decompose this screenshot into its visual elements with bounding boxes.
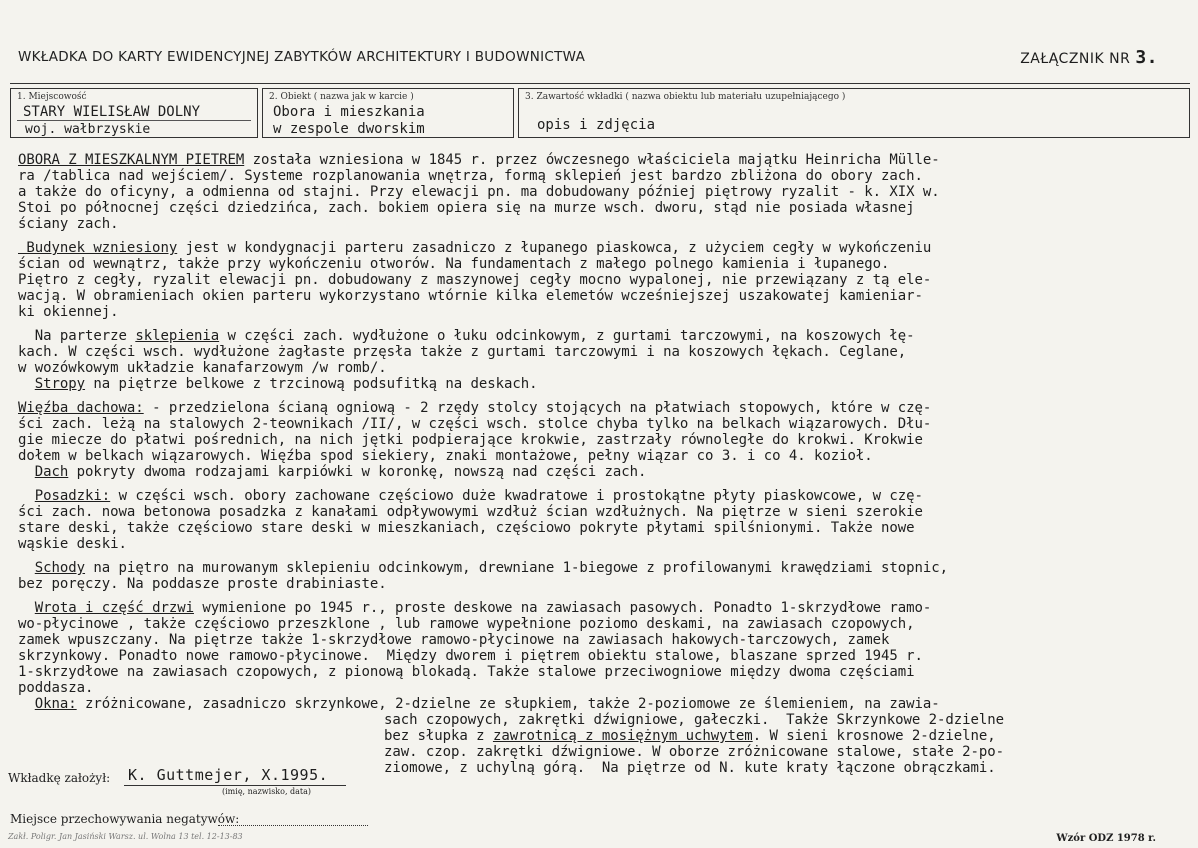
text-line: zaw. czop. zakrętki dźwigniowe. W oborze zróżnicowane stalowe, stałe 2-po-: [384, 744, 1005, 760]
text-span: w części wsch. obory zachowane częściowo duże kwadratowe i prostokątne płyty piaskowcowe, w czę-: [110, 488, 923, 504]
text-line: bez poręczy. Na poddasze proste drabiniaste.: [18, 576, 387, 592]
heading-budynek: Budynek wzniesiony: [18, 240, 178, 256]
text-line: [18, 560, 1183, 576]
text-line: Piętro z cegły, ryzalit elewacji pn. dobudowany z maszynowej cegły mocno wypalonej, nie przewiązany z tą ele-: [18, 272, 932, 288]
text-span: w części zach. wydłużone o łuku odcinkowym, z gurtami tarczowymi, na koszowych łę-: [219, 328, 915, 344]
field-value-line2: woj. wałbrzyskie: [25, 122, 151, 137]
header-divider: [10, 83, 1190, 84]
text-span: [18, 696, 35, 712]
text-line: 1-skrzydłowe na zawiasach czopowych, z pionową blokadą. Także stalowe przeciwogniowe między dwoma częściami: [18, 664, 915, 680]
storage-rule: [218, 825, 368, 826]
text-span: bez słupka z: [384, 728, 493, 744]
underlined-phrase: zawrotnicą z mosiężnym uchwytem: [492, 728, 753, 744]
text-line: ści zach. nowa betonowa posadzka z kanałami odpływowymi wzdłuż ścian wzdłużnych. Na piętrze w sieni szerokie: [18, 504, 923, 520]
field-locality: [10, 88, 258, 138]
text-line: [18, 600, 1183, 616]
text-line: ki okiennej.: [18, 304, 119, 320]
field-content: [518, 88, 1190, 138]
text-line: w wozówkowym układzie kanafarzowym /w romb/.: [18, 360, 387, 376]
description-text: [18, 152, 1183, 776]
text-line: wacją. W obramieniach okien parteru wykorzystano wtórnie kilka elemetów wcześniejszej uszakowatej kamieniar-: [18, 288, 923, 304]
heading-wrota: Wrota i część drzwi: [34, 600, 194, 616]
text-line: sach czopowych, zakrętki dźwigniowe, gałeczki. Także Skrzynkowe 2-dzielne: [384, 712, 1005, 728]
text-span: [18, 488, 35, 504]
attachment-value: 3.: [1135, 47, 1158, 68]
text-line: [18, 696, 1183, 712]
text-line: [18, 240, 1183, 256]
attachment-label: ZAŁĄCZNIK NR: [1020, 51, 1131, 67]
text-line: kach. W części wsch. wydłużone żagłaste przęsła także z gurtami tarczowymi i na koszowych łękach. Ceglane,: [18, 344, 907, 360]
text-span: jest w kondygnacji parteru zasadniczo z łupanego piaskowca, z użyciem cegły w wykończeniu: [177, 240, 932, 256]
field-value-line1: STARY WIELISŁAW DOLNY: [23, 104, 201, 120]
text-line: ścian od wewnątrz, także przy wykończeniu otworów. Na fundamentach z małego polnego kamienia i łupanego.: [18, 256, 890, 272]
form-model: Wzór ODZ 1978 r.: [1056, 833, 1156, 844]
text-span: [18, 464, 35, 480]
signed-caption: (imię, nazwisko, data): [222, 787, 312, 796]
field-value-line1: Obora i mieszkania: [273, 104, 425, 120]
signed-rule: [124, 785, 346, 786]
heading-schody: Schody: [34, 560, 86, 576]
text-line: wo-płycinowe , także częściowo przeszklone , lub ramowe wypełnione poziomo deskami, na zawiasach czopowych,: [18, 616, 915, 632]
text-line: skrzynkowy. Ponadto nowe ramowo-płycinowe. Między dworem i piętrem obiektu stalowe, blaszane sprzed 1945 r.: [18, 648, 923, 664]
signed-label: Wkładkę założył:: [8, 771, 111, 785]
field-value-line2: w zespole dworskim: [273, 121, 425, 137]
text-line: [18, 152, 1183, 168]
text-span: pokryty dwoma rodzajami karpiówki w koronkę, nowszą nad części zach.: [68, 464, 647, 480]
text-line: wąskie deski.: [18, 536, 127, 552]
signed-value: K. Guttmejer, X.1995.: [128, 766, 329, 784]
text-line: zamek wpuszczany. Na piętrze także 1-skrzydłowe ramowo-płycinowe na zawiasach hakowych-tarczowych, zamek: [18, 632, 890, 648]
text-line: Stoi po północnej części dziedzińca, zach. bokiem opiera się na murze wsch. dworu, stąd nie posiada własnej: [18, 200, 915, 216]
heading-wiezba: Więźba dachowa:: [18, 400, 144, 416]
text-line: poddasza.: [18, 680, 94, 696]
text-span: na piętro na murowanym sklepieniu odcinkowym, drewniane 1-biegowe z profilowanymi krawędziami stopnic,: [85, 560, 949, 576]
text-line: ziomowe, z uchylną górą. Na piętrze od N. kute kraty łączone obrączkami.: [384, 760, 996, 776]
text-span: [18, 560, 35, 576]
text-line: stare deski, także częściowo stare deski w mieszkaniach, częściowo pokryte płytami spilśnionymi. Także nowe: [18, 520, 915, 536]
heading-okna: Okna:: [34, 696, 77, 712]
text-span: na piętrze belkowe z trzcinową podsufitką na deskach.: [85, 376, 538, 392]
field-label: 2. Obiekt ( nazwa jak w karcie ): [269, 92, 414, 102]
text-span: Na parterze: [18, 328, 136, 344]
text-span: . W sieni krosnowe 2-dzielne,: [752, 728, 996, 744]
text-line: [18, 376, 1183, 392]
card-title: WKŁADKA DO KARTY EWIDENCYJNEJ ZABYTKÓW ARCHITEKTURY I BUDOWNICTWA: [18, 49, 586, 65]
printer-imprint: Zakł. Poligr. Jan Jasiński Warsz. ul. Wolna 13 tel. 12-13-83: [8, 832, 243, 841]
heading-stropy: Stropy: [34, 376, 86, 392]
text-line: a także do oficyny, a odmienna od stajni. Przy elewacji pn. ma dobudowany później piętrowy ryzalit - k. XIX w.: [18, 184, 940, 200]
text-span: została wzniesiona w 1845 r. przez ówczesnego właściciela majątku Heinricha Mülle-: [244, 152, 940, 168]
heading-posadzki: Posadzki:: [34, 488, 111, 504]
attachment-number: [1020, 47, 1158, 68]
text-span: [18, 376, 35, 392]
text-line: ra /tablica nad wejściem/. Systeme rozplanowania wnętrza, formą sklepień jest bardzo zbliżona do obory zach.: [18, 168, 923, 184]
heading-obora: OBORA Z MIESZKALNYM PIETREM: [18, 152, 245, 168]
text-span: zróżnicowane, zasadniczo skrzynkowe, 2-dzielne ze słupkiem, także 2-poziomowe ze ślemieniem, na zawia-: [76, 696, 940, 712]
text-span: wymienione po 1945 r., proste deskowe na zawiasach pasowych. Ponadto 1-skrzydłowe ramo-: [193, 600, 932, 616]
text-line: [18, 728, 1183, 744]
text-line: [18, 488, 1183, 504]
text-line: [18, 400, 1183, 416]
field-label: 1. Miejscowość: [17, 92, 87, 102]
storage-label: Miejsce przechowywania negatywów:: [10, 812, 240, 826]
text-line: gie miecze do płatwi pośrednich, na nich jętki podpierające krokwie, zastrzały równoległe do krokwi. Krokwie: [18, 432, 923, 448]
field-label: 3. Zawartość wkładki ( nazwa obiektu lub materiału uzupełniającego ): [525, 92, 846, 102]
text-span: [18, 600, 35, 616]
text-line: dołem w belkach wiązarowych. Więźba spod siekiery, znaki montażowe, pełny wiązar co 3. i co 4. kozioł.: [18, 448, 873, 464]
text-span: - przedzielona ścianą ogniową - 2 rzędy stolcy stojących na płatwiach stopowych, które w czę-: [143, 400, 932, 416]
text-line: [18, 328, 1183, 344]
field-value-line1: opis i zdjęcia: [537, 117, 656, 133]
heading-dach: Dach: [34, 464, 69, 480]
fields-row: [10, 88, 1190, 138]
text-line: [18, 464, 1183, 480]
text-line: ściany zach.: [18, 216, 119, 232]
text-line: ści zach. leżą na stalowych 2-teownikach /II/, w części wsch. stolce chyba tylko na belkach wiązarowych. Dłu-: [18, 416, 932, 432]
field-object: [262, 88, 514, 138]
heading-sklepienia: sklepienia: [135, 328, 220, 344]
